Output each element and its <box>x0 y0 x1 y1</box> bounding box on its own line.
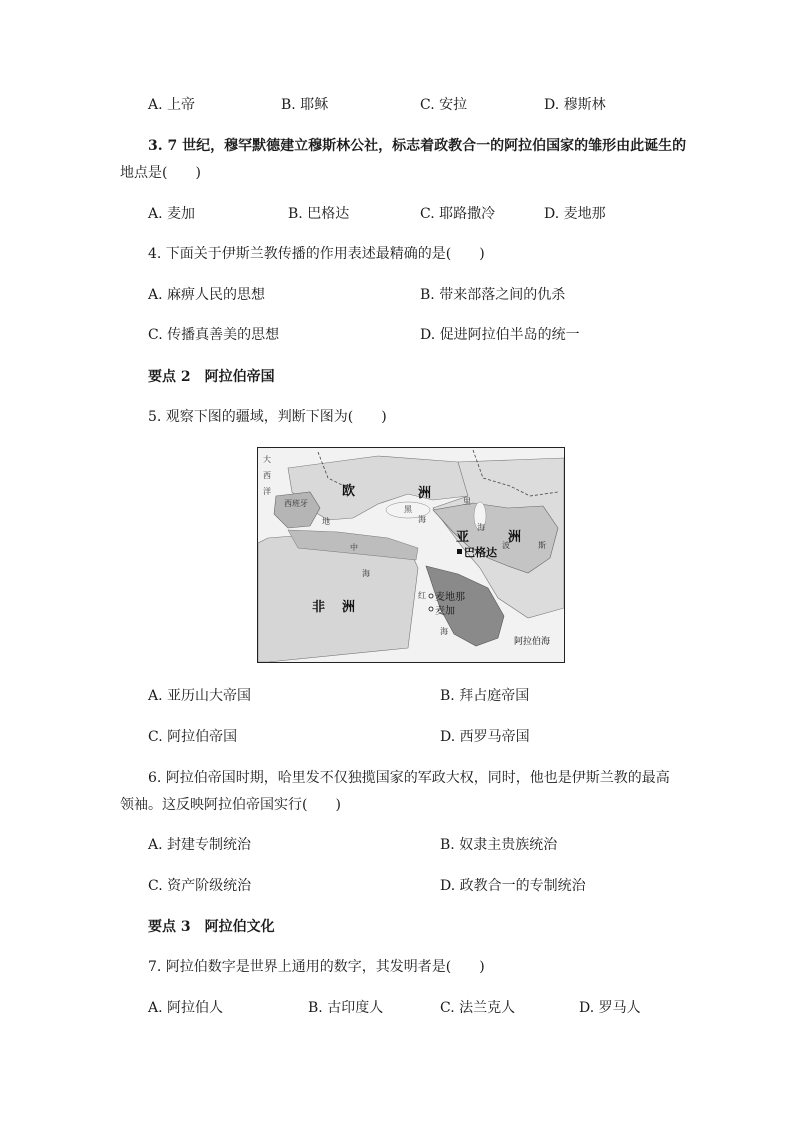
q2-option-b: B. 耶稣 <box>281 97 329 113</box>
q4-stem: 4. 下面关于伊斯兰教传播的作用表述最精确的是( ) <box>148 246 485 262</box>
q5-option-d: D. 西罗马帝国 <box>440 729 530 745</box>
mecca-marker <box>429 607 433 611</box>
q2-option-d: D. 穆斯林 <box>544 97 606 113</box>
map-label-black-1: 黑 <box>404 505 412 514</box>
map-label-medina: 麦地那 <box>435 592 465 603</box>
map-label-asia-1: 亚 <box>456 530 470 545</box>
map-label-atlantic-1: 大 <box>263 455 271 464</box>
q5-option-b: B. 拜占庭帝国 <box>440 688 530 704</box>
map-label-africa-2: 洲 <box>342 600 356 615</box>
q3-option-a: A. 麦加 <box>148 206 196 222</box>
map-label-black-2: 海 <box>418 515 426 524</box>
map-label-asia-2: 洲 <box>508 530 522 545</box>
q7-option-a: A. 阿拉伯人 <box>148 1000 224 1016</box>
map-label-persia-2: 斯 <box>538 541 546 550</box>
q5-stem: 5. 观察下图的疆域，判断下图为( ) <box>148 409 387 425</box>
q7-option-b: B. 古印度人 <box>308 1000 384 1016</box>
map-label-persia-1: 波 <box>502 541 510 550</box>
q7-stem: 7. 阿拉伯数字是世界上通用的数字，其发明者是( ) <box>148 959 485 975</box>
map-label-med-2: 海 <box>362 569 370 578</box>
section-heading-3: 要点 3 阿拉伯文化 <box>148 919 275 935</box>
q6-option-c: C. 资产阶级统治 <box>148 878 252 894</box>
q4-option-c: C. 传播真善美的思想 <box>148 327 280 343</box>
map-label-europe-1: 欧 <box>342 484 356 499</box>
map-label-caspian-2: 海 <box>477 523 485 532</box>
map-label-europe-2: 洲 <box>418 486 432 501</box>
q4-option-a: A. 麻痹人民的思想 <box>148 287 266 303</box>
q3-option-c: C. 耶路撒冷 <box>420 206 496 222</box>
map-graphic <box>258 448 564 662</box>
q6-stem-line1: 6. 阿拉伯帝国时期，哈里发不仅独揽国家的军政大权，同时，他也是伊斯兰教的最高 <box>148 770 670 786</box>
q6-option-d: D. 政教合一的专制统治 <box>440 878 586 894</box>
q2-option-a: A. 上帝 <box>148 97 196 113</box>
map-label-red-1: 红 <box>418 591 426 600</box>
q6-stem-line2: 领袖。这反映阿拉伯帝国实行( ) <box>120 797 341 813</box>
arab-empire-map <box>257 447 565 663</box>
map-label-atlantic-3: 洋 <box>263 487 271 496</box>
q5-option-c: C. 阿拉伯帝国 <box>148 729 238 745</box>
map-label-atlantic-2: 西 <box>263 471 271 480</box>
q4-option-b: B. 带来部落之间的仇杀 <box>420 287 566 303</box>
map-label-spain: 西班牙 <box>284 499 308 508</box>
medina-marker <box>429 594 433 598</box>
map-label-africa-1: 非 <box>312 600 326 615</box>
q7-option-d: D. 罗马人 <box>579 1000 641 1016</box>
map-label-mecca: 麦加 <box>435 606 455 617</box>
map-label-red-2: 海 <box>440 627 448 636</box>
q6-option-a: A. 封建专制统治 <box>148 837 252 853</box>
q2-option-c: C. 安拉 <box>420 97 468 113</box>
q3-stem-line1 <box>148 136 686 156</box>
q3-option-b: B. 巴格达 <box>288 206 350 222</box>
q3-option-d: D. 麦地那 <box>544 206 606 222</box>
map-label-med-1: 中 <box>350 543 358 552</box>
q3-stem-text: 3. 7 世纪，穆罕默德建立穆斯林公社，标志着政教合一的阿拉伯国家的雏形由此诞生的 <box>148 138 687 154</box>
q3-stem-line2: 地点是( ) <box>120 165 201 181</box>
section-heading-2: 要点 2 阿拉伯帝国 <box>148 369 275 385</box>
map-label-small: 地 <box>322 517 330 526</box>
map-label-baghdad: 巴格达 <box>464 546 497 559</box>
map-label-arabian-sea: 阿拉伯海 <box>514 637 551 647</box>
map-label-caspian-1: 里 <box>463 497 471 506</box>
q7-option-c: C. 法兰克人 <box>440 1000 516 1016</box>
q6-option-b: B. 奴隶主贵族统治 <box>440 837 558 853</box>
q5-option-a: A. 亚历山大帝国 <box>148 688 252 704</box>
baghdad-marker <box>457 549 462 554</box>
q4-option-d: D. 促进阿拉伯半岛的统一 <box>420 327 580 343</box>
